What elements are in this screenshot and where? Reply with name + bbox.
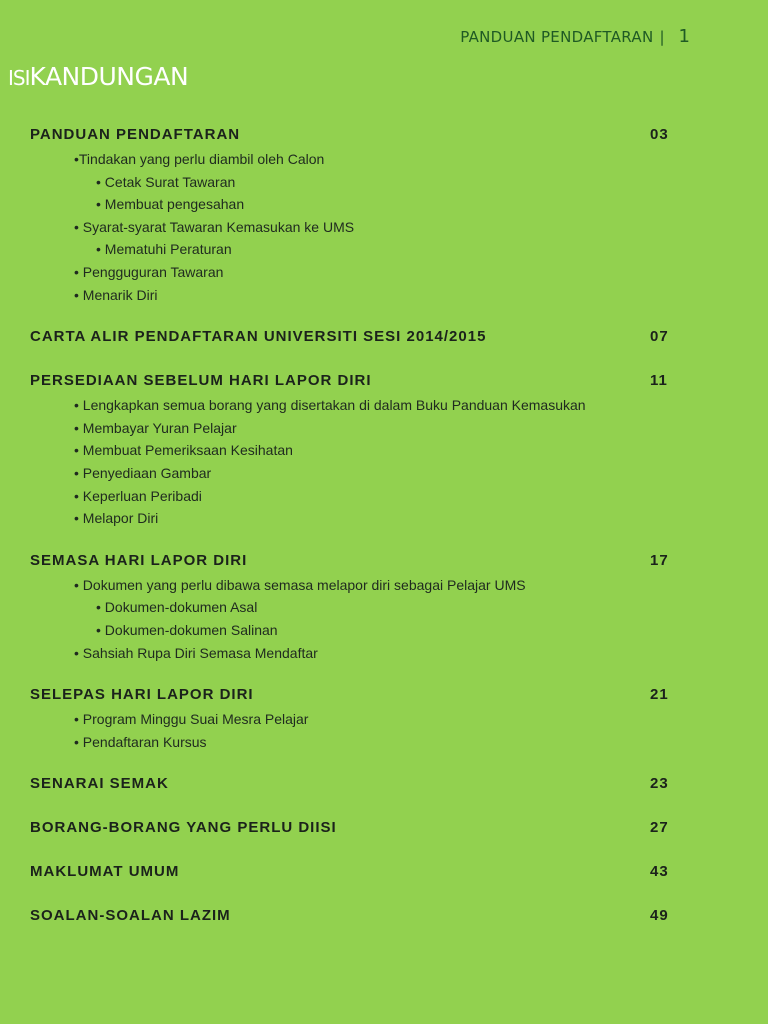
toc-section — [30, 328, 678, 350]
toc-entry[interactable] — [30, 552, 678, 574]
page-title-prefix: ISI — [8, 66, 30, 90]
toc-section-title: MAKLUMAT UMUM — [30, 863, 180, 881]
toc-subitem: • Pengguguran Tawaran — [74, 263, 224, 280]
toc-section-title: PANDUAN PENDAFTARAN — [30, 126, 241, 143]
toc-subitem: • Program Minggu Suai Mesra Pelajar — [74, 711, 309, 728]
toc-section — [30, 686, 678, 753]
toc-page-number: 23 — [650, 775, 669, 793]
toc-page-number: 11 — [650, 372, 668, 390]
running-header-separator: | — [659, 28, 665, 46]
running-header-title: PANDUAN PENDAFTARAN — [460, 28, 654, 46]
toc-section-title: BORANG-BORANG YANG PERLU DIISI — [30, 819, 337, 837]
toc-entry[interactable] — [30, 819, 678, 841]
toc-subitem: • Membayar Yuran Pelajar — [74, 419, 237, 436]
toc-subitem: • Syarat-syarat Tawaran Kemasukan ke UMS — [74, 218, 355, 235]
page-title-main: KANDUNGAN — [29, 62, 189, 91]
toc-section — [30, 552, 678, 664]
toc-section-title: PERSEDIAAN SEBELUM HARI LAPOR DIRI — [30, 372, 372, 390]
toc-entry[interactable] — [30, 863, 678, 885]
toc-subitem: • Melapor Diri — [74, 510, 159, 527]
running-header — [460, 26, 690, 47]
toc-subitem: •Tindakan yang perlu diambil oleh Calon — [74, 151, 325, 167]
toc-section-title: SEMASA HARI LAPOR DIRI — [30, 551, 248, 569]
toc-page-number: 17 — [650, 551, 669, 569]
toc-subitem: • Penyediaan Gambar — [74, 464, 212, 481]
toc-subitem: • Membuat pengesahan — [96, 196, 245, 213]
toc-page-number: 27 — [650, 819, 669, 837]
toc-section — [30, 819, 678, 841]
toc-entry[interactable] — [30, 372, 678, 394]
toc-page-number: 07 — [650, 328, 669, 346]
toc-section-title: CARTA ALIR PENDAFTARAN UNIVERSITI SESI 2014/2015 — [30, 328, 487, 346]
toc-page-number: 43 — [650, 863, 669, 881]
toc-entry[interactable] — [30, 775, 678, 797]
toc-entry[interactable] — [30, 907, 678, 929]
toc-page-number: 03 — [650, 126, 669, 143]
toc-subitem: • Sahsiah Rupa Diri Semasa Mendaftar — [74, 644, 318, 661]
toc-section — [30, 907, 678, 929]
toc-subitem: • Dokumen-dokumen Asal — [96, 599, 258, 616]
toc-page-number: 49 — [650, 907, 669, 925]
toc-subitem: • Menarik Diri — [74, 286, 158, 303]
page-title — [8, 64, 188, 89]
toc-section-title: SELEPAS HARI LAPOR DIRI — [30, 686, 254, 704]
toc-entry[interactable] — [30, 328, 678, 350]
toc-page-number: 21 — [650, 686, 669, 704]
toc-entry[interactable] — [30, 686, 678, 708]
toc-entry[interactable] — [30, 126, 678, 148]
toc-section — [30, 775, 678, 797]
toc-subitem: • Lengkapkan semua borang yang disertakan di dalam Buku Panduan Kemasukan — [74, 397, 586, 414]
toc-section — [30, 126, 678, 306]
toc-subitem: • Pendaftaran Kursus — [74, 733, 207, 750]
toc-section-title: SOALAN-SOALAN LAZIM — [30, 907, 231, 925]
toc-section — [30, 863, 678, 885]
toc-subitem: • Membuat Pemeriksaan Kesihatan — [74, 442, 293, 459]
toc-section-title: SENARAI SEMAK — [30, 775, 169, 793]
toc-subitem: • Dokumen-dokumen Salinan — [96, 621, 278, 638]
toc-subitem: • Cetak Surat Tawaran — [96, 173, 236, 190]
toc-subitem: • Keperluan Peribadi — [74, 487, 202, 504]
toc-subitem: • Mematuhi Peraturan — [96, 241, 232, 258]
table-of-contents — [30, 126, 678, 951]
toc-subitem: • Dokumen yang perlu dibawa semasa melapor diri sebagai Pelajar UMS — [74, 576, 526, 593]
page-number: 1 — [678, 26, 690, 47]
toc-section — [30, 372, 678, 530]
